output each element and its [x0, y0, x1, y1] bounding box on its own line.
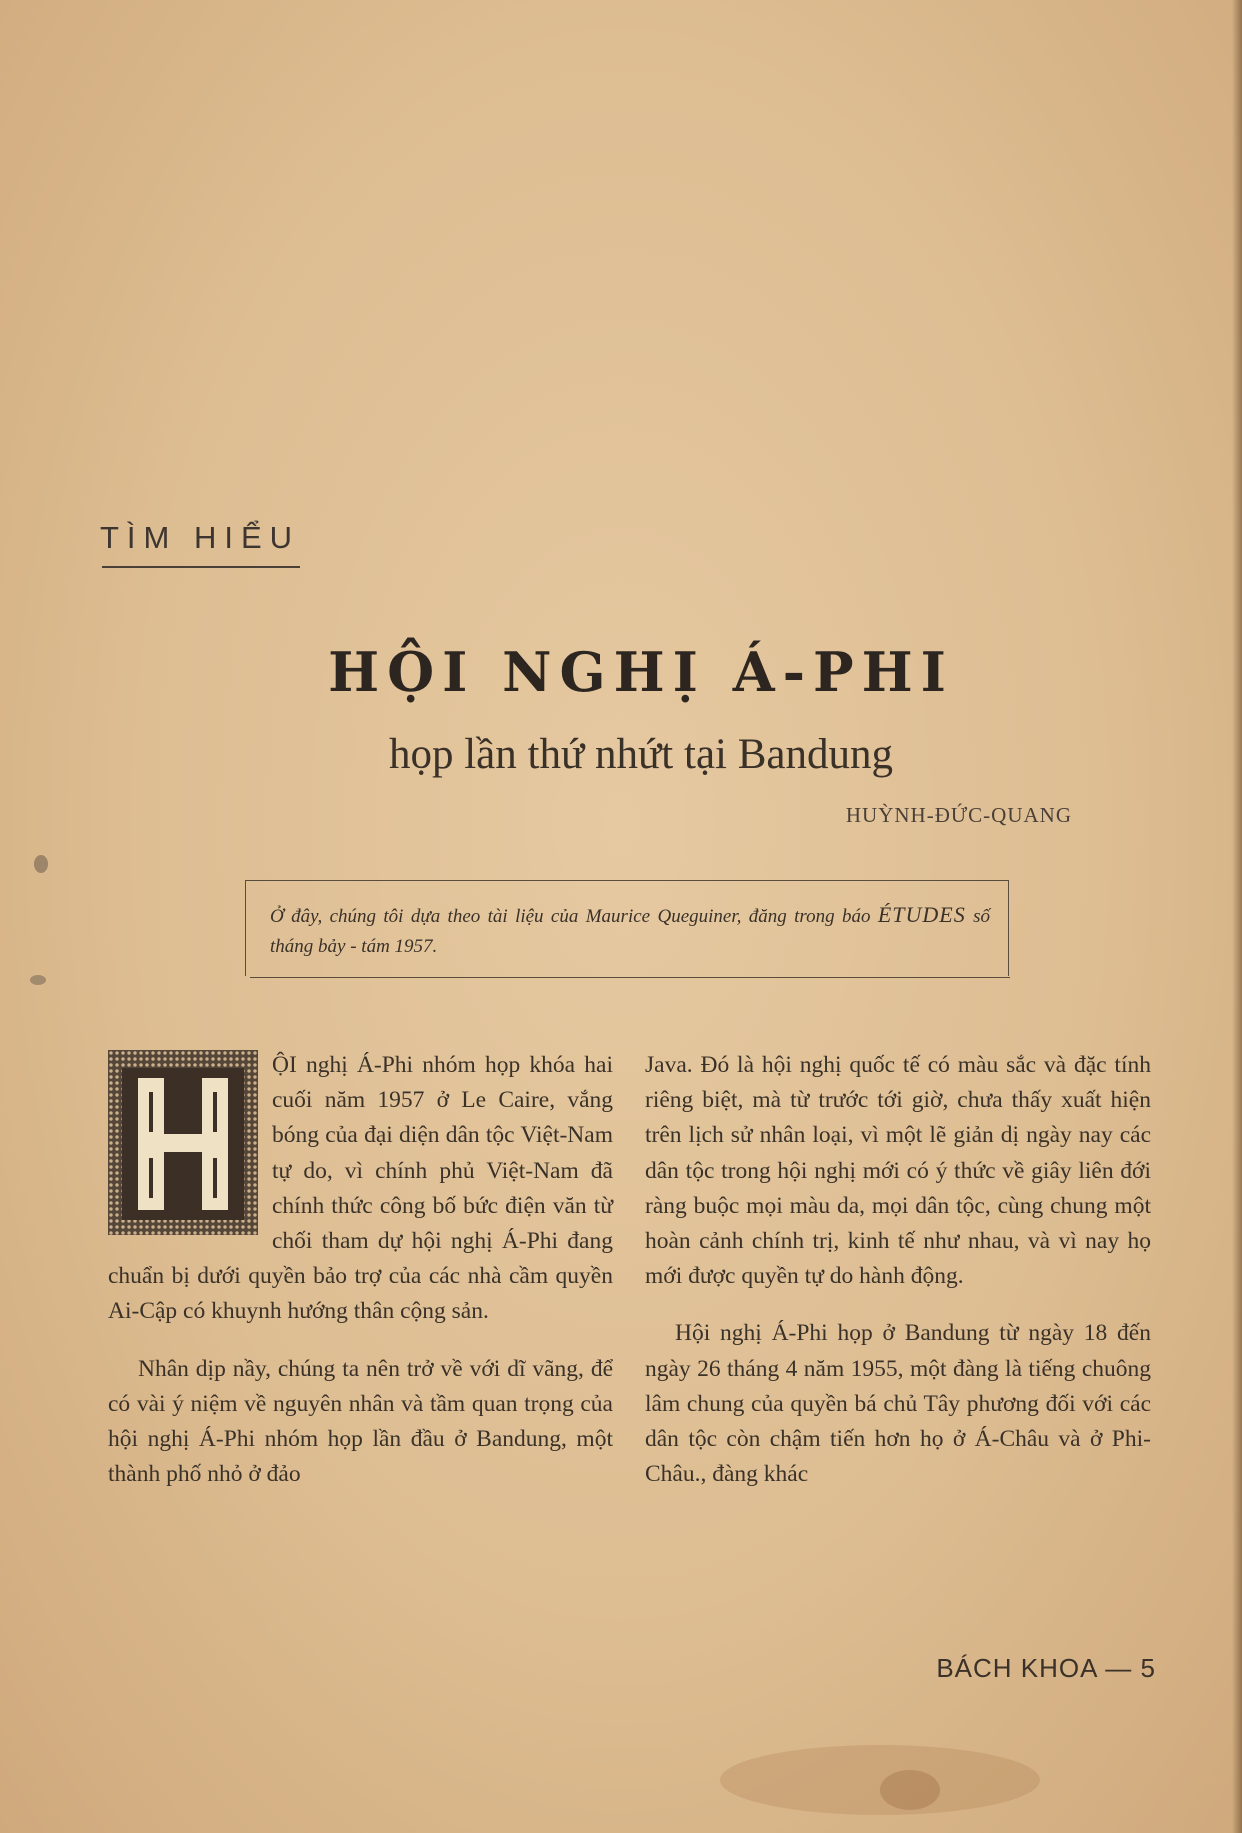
page-edge-shadow [1232, 0, 1242, 1833]
article-subtitle: họp lần thứ nhứt tại Bandung [388, 731, 894, 778]
paper-stain [720, 1745, 1040, 1815]
article-title: HỘI NGHỊ Á-PHI [328, 640, 954, 704]
drop-cap [108, 1050, 258, 1235]
editor-note-text-before: Ở đây, chúng tôi dựa theo tài liệu của Maurice Queguiner, đăng trong báo [270, 906, 871, 927]
paragraph: Java. Đó là hội nghị quốc tế có màu sắc và đặc tính riêng biệt, mà từ trước tới giờ, chưa thấy xuất hiện trên lịch sử nhân loại, vì một lẽ giản dị ngày nay các dân tộc trong hội nghị mới có ý thức về giây liên đới ràng buộc mọi màu da, mọi dân tộc, cùng chung một hoàn cảnh chính trị, kinh tế như nhau, và vì nay họ mới được quyền tự do hành động. [645, 1052, 1151, 1290]
paragraph: Hội nghị Á-Phi họp ở Bandung từ ngày 18 đến ngày 26 tháng 4 năm 1955, một đàng là tiếng chuông lâm chung của quyền bá chủ Tây phương đối với các dân tộc còn chậm tiến hơn họ ở Á-Châu và ở Phi-Châu., đàng khác [645, 1320, 1151, 1488]
paper-stain [34, 855, 48, 873]
article-author: HUỲNH-ĐỨC-QUANG [845, 803, 1072, 827]
paper-stain [30, 975, 46, 985]
page-number: 5 [1140, 1653, 1156, 1683]
page-footer [936, 1653, 1156, 1684]
section-label: TÌM HIỂU [100, 520, 301, 555]
paragraph: Nhân dịp nầy, chúng ta nên trở về với dĩ vãng, để có vài ý niệm về nguyên nhân và tầm quan trọng của hội nghị Á-Phi nhóm họp lần đầu ở Bandung, một thành phố nhỏ ở đảo [108, 1355, 613, 1488]
drop-cap-letter-h [122, 1068, 244, 1220]
article-column-right [645, 1048, 1151, 1492]
section-rule [102, 566, 300, 568]
editor-note-publication: ÉTUDES [877, 902, 966, 927]
editor-note-text-after: số tháng bảy - tám 1957. [270, 906, 990, 957]
paper-stain [880, 1770, 940, 1810]
editor-note-top-rule [245, 880, 1009, 881]
magazine-name: BÁCH KHOA [936, 1653, 1098, 1683]
editor-note [270, 900, 990, 962]
footer-dash: — [1105, 1653, 1141, 1683]
article-column-left [108, 1048, 613, 1492]
editor-note-bottom-rule [250, 977, 1010, 978]
paragraph: ỘI nghị Á-Phi nhóm họp khóa hai cuối năm 1957 ở Le Caire, vắng bóng của đại diện dân tộc Việt-Nam tự do, vì chính phủ Việt-Nam đã chính thức công bố bức điện văn từ chối tham dự hội nghị Á-Phi đang chuẩn bị dưới quyền bảo trợ của các nhà cầm quyền Ai-Cập có khuynh hướng thân cộng sản. [108, 1052, 613, 1325]
